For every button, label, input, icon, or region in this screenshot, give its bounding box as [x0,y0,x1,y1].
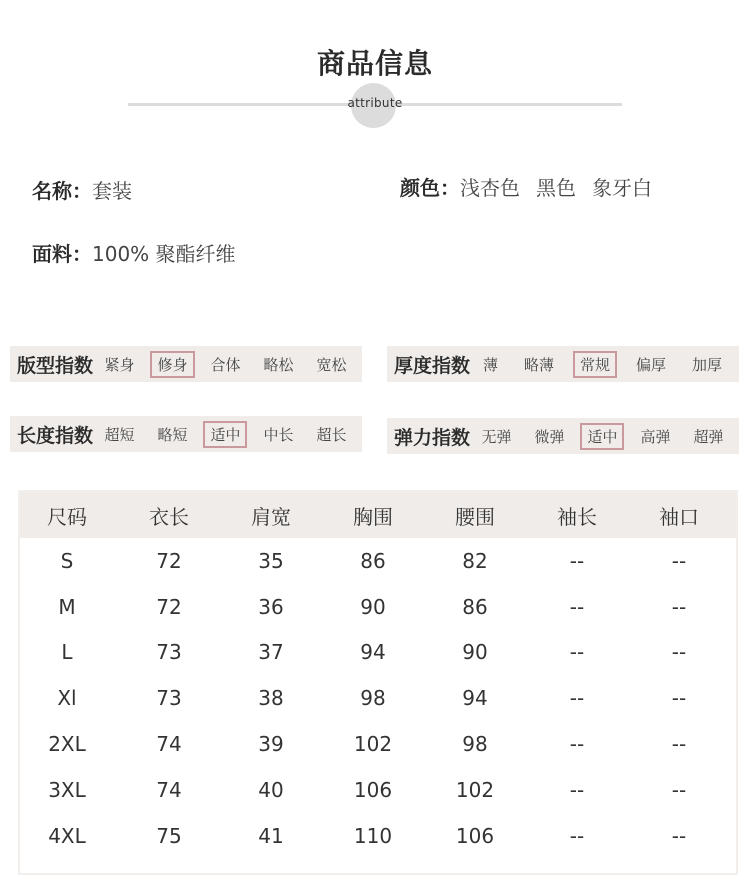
table-cell: 73 [156,640,182,665]
table-cell: -- [671,594,687,619]
table-cell: 72 [156,594,182,619]
table-cell: 106 [353,777,393,802]
table-cell: -- [671,640,687,665]
index-option: 无弹 [481,427,512,446]
index-option: 超弹 [693,427,724,446]
index-options [470,423,739,450]
table-cell: -- [569,640,585,665]
attr-material [32,238,236,267]
attr-color [400,172,668,201]
index-fit [10,346,362,382]
table-cell: 90 [360,594,386,619]
table-header-cell: 腰围 [455,504,495,529]
table-cell: 3XL [48,777,86,802]
table-header-cell: 肩宽 [251,504,291,529]
attr-name [32,175,132,204]
index-options [93,421,362,448]
index-option: 偏厚 [635,355,666,374]
table-cell: -- [569,823,585,848]
index-options [470,351,739,378]
index-option: 宽松 [316,355,347,374]
table-cell: L [61,640,73,665]
index-option: 略松 [263,355,294,374]
size-table-body [20,538,736,859]
attr-color-values [460,176,668,200]
size-table [18,490,738,875]
index-option: 略短 [157,425,188,444]
index-option: 加厚 [691,355,722,374]
index-option: 紧身 [104,355,135,374]
table-row [20,630,736,676]
table-cell: -- [671,777,687,802]
table-row [20,584,736,630]
color-value: 黑色 [536,176,576,200]
index-length [10,416,362,452]
index-option: 高弹 [640,427,671,446]
table-cell: 90 [462,640,488,665]
attr-color-label: 颜色： [400,176,460,200]
table-header-cell: 胸围 [353,504,393,529]
attr-name-value: 套装 [92,179,132,203]
table-cell: 94 [360,640,386,665]
table-header-cell: 袖长 [557,504,597,529]
attr-name-label: 名称： [32,179,92,203]
page-subtitle: attribute [347,96,403,110]
index-option-selected: 适中 [203,421,247,448]
index-options [93,351,362,378]
table-header-cell: 袖口 [659,504,699,529]
index-option-selected: 适中 [580,423,624,450]
table-cell: 2XL [48,732,86,757]
table-cell: 82 [462,548,488,573]
index-option: 薄 [483,355,499,374]
table-cell: 98 [462,732,488,757]
table-cell: 74 [156,732,182,757]
table-cell: S [60,548,74,573]
table-cell: -- [569,732,585,757]
table-cell: -- [671,823,687,848]
index-option: 超短 [104,425,135,444]
table-cell: 4XL [48,823,86,848]
table-cell: -- [671,732,687,757]
table-cell: 37 [258,640,284,665]
table-cell: 74 [156,777,182,802]
page-title: 商品信息 [316,47,433,80]
table-cell: 94 [462,686,488,711]
table-cell: M [58,594,76,619]
table-cell: 86 [462,594,488,619]
color-value: 浅杏色 [460,176,520,200]
index-label: 版型指数 [17,354,94,377]
index-label: 厚度指数 [394,354,471,377]
index-thickness [387,346,739,382]
table-cell: 39 [258,732,284,757]
table-cell: 102 [455,777,495,802]
table-row [20,813,736,859]
table-cell: 86 [360,548,386,573]
attr-material-label: 面料： [32,242,92,266]
table-cell: -- [671,686,687,711]
table-row [20,767,736,813]
index-option: 略薄 [523,355,554,374]
table-cell: 38 [258,686,284,711]
table-header-cell: 衣长 [149,504,189,529]
table-cell: 98 [360,686,386,711]
table-cell: -- [569,548,585,573]
table-cell: 36 [258,594,284,619]
table-cell: 40 [258,777,284,802]
table-cell: -- [671,548,687,573]
size-table-header [20,492,736,538]
index-label: 长度指数 [17,424,94,447]
table-cell: 110 [353,823,393,848]
index-option-selected: 常规 [573,351,617,378]
table-cell: -- [569,594,585,619]
index-elasticity [387,418,739,454]
index-option: 合体 [210,355,241,374]
attr-material-value: 100% 聚酯纤维 [92,242,236,266]
index-option: 超长 [316,425,347,444]
table-row [20,721,736,767]
index-option: 微弹 [534,427,565,446]
table-cell: 102 [353,732,393,757]
table-cell: 41 [258,823,284,848]
index-label: 弹力指数 [394,426,471,449]
table-cell: Xl [57,686,77,711]
table-cell: 73 [156,686,182,711]
table-header-cell: 尺码 [47,504,87,529]
table-cell: -- [569,686,585,711]
color-value: 象牙白 [592,176,652,200]
table-cell: 72 [156,548,182,573]
table-cell: 75 [156,823,182,848]
index-option: 中长 [263,425,294,444]
table-row [20,675,736,721]
table-cell: -- [569,777,585,802]
table-cell: 35 [258,548,284,573]
table-row [20,538,736,584]
table-cell: 106 [455,823,495,848]
index-option-selected: 修身 [150,351,194,378]
